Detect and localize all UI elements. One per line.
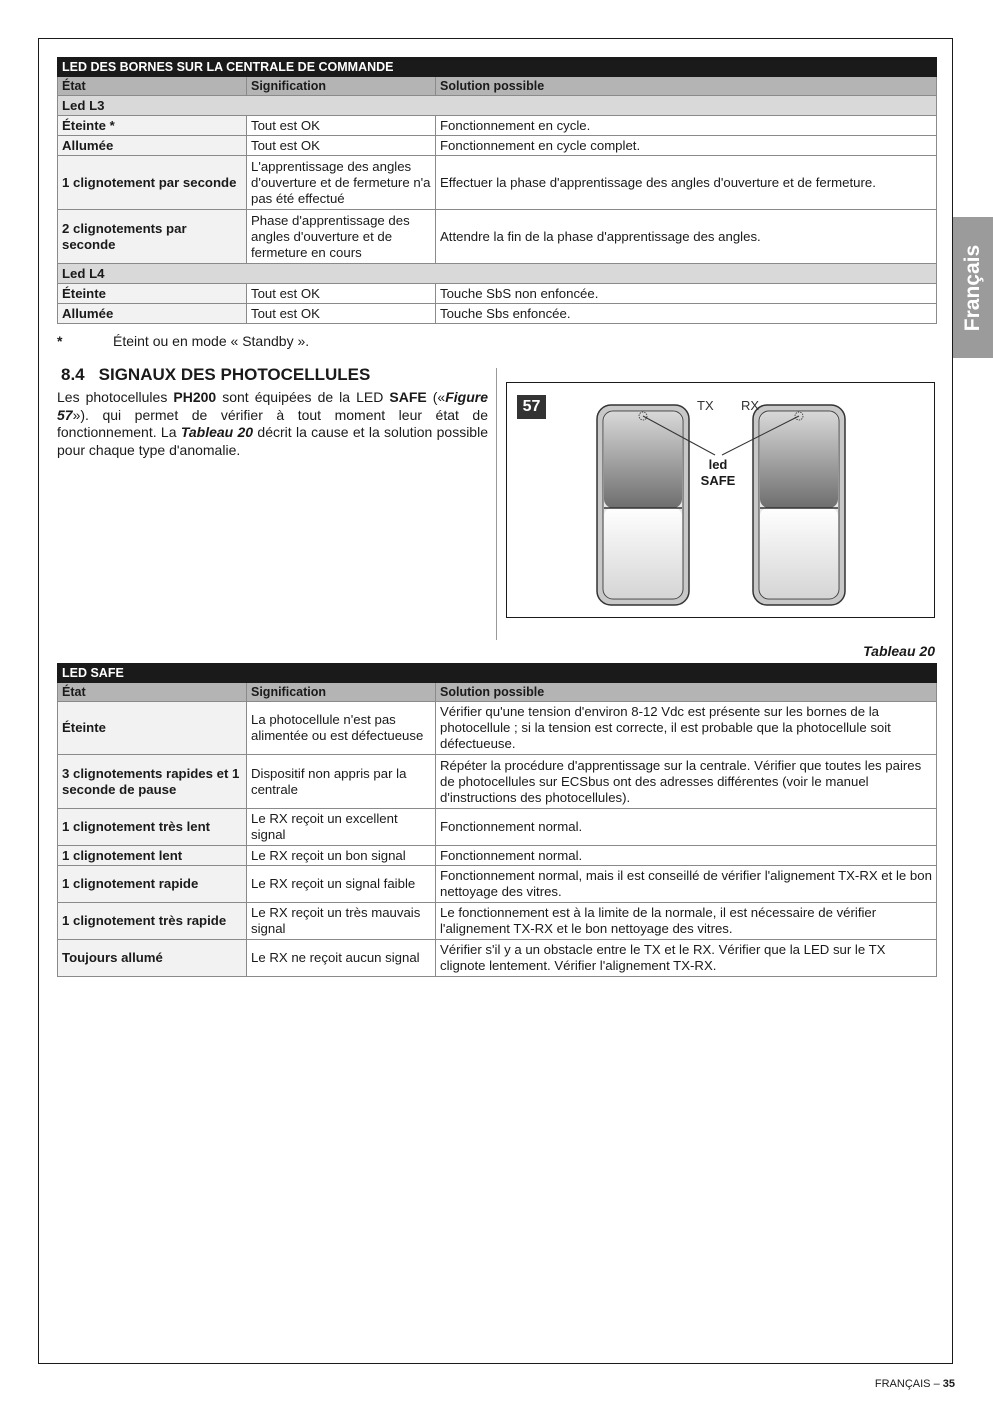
column-header: Solution possible bbox=[436, 77, 937, 96]
table-reference: Tableau 20 bbox=[180, 424, 254, 440]
text-run: Les photocellules bbox=[57, 389, 174, 405]
table-row bbox=[58, 846, 937, 866]
cell-solution: Vérifier qu'une tension d'environ 8-12 Vdc est présente sur les bornes de la photocellule ; si la tension est correcte, il est probable que la photocellule soit défectueuse. bbox=[436, 702, 937, 755]
cell-state: Toujours allumé bbox=[58, 940, 247, 977]
table-row bbox=[58, 755, 937, 809]
cell-meaning: Le RX reçoit un excellent signal bbox=[247, 809, 436, 846]
cell-solution: Touche SbS non enfoncée. bbox=[436, 284, 937, 304]
cell-meaning: La photocellule n'est pas alimentée ou est défectueuse bbox=[247, 702, 436, 755]
cell-meaning: Tout est OK bbox=[247, 284, 436, 304]
cell-solution: Touche Sbs enfoncée. bbox=[436, 304, 937, 324]
cell-solution: Fonctionnement en cycle. bbox=[436, 116, 937, 136]
rx-label: RX bbox=[741, 398, 760, 413]
table-row bbox=[58, 903, 937, 940]
cell-state: Éteinte bbox=[58, 284, 247, 304]
led-label-line2: SAFE bbox=[700, 473, 736, 488]
cell-state: 1 clignotement très lent bbox=[58, 809, 247, 846]
cell-state: Allumée bbox=[58, 136, 247, 156]
language-tab bbox=[953, 217, 993, 358]
cell-state: 1 clignotement très rapide bbox=[58, 903, 247, 940]
cell-meaning: Tout est OK bbox=[247, 116, 436, 136]
cell-state: 2 clignotements par seconde bbox=[58, 210, 247, 264]
table-row bbox=[58, 156, 937, 210]
table-row bbox=[58, 866, 937, 903]
cell-meaning: Le RX reçoit un bon signal bbox=[247, 846, 436, 866]
cell-state: Éteinte bbox=[58, 702, 247, 755]
column-header: Signification bbox=[247, 77, 436, 96]
cell-meaning: L'apprentissage des angles d'ouverture et de fermeture n'a pas été effectué bbox=[247, 156, 436, 210]
cell-meaning: Dispositif non appris par la centrale bbox=[247, 755, 436, 809]
cell-state: 1 clignotement par seconde bbox=[58, 156, 247, 210]
cell-solution: Répéter la procédure d'apprentissage sur la centrale. Vérifier que toutes les paires de photocellules sur ECSbus ont des adresses différentes (voir le manuel d'instructions des photocellules). bbox=[436, 755, 937, 809]
section-title: SIGNAUX DES PHOTOCELLULES bbox=[98, 365, 371, 384]
column-header: État bbox=[58, 683, 247, 702]
led-bornes-table bbox=[57, 57, 937, 324]
table-row bbox=[58, 136, 937, 156]
rx-photocell bbox=[753, 405, 845, 605]
cell-solution: Le fonctionnement est à la limite de la normale, il est nécessaire de vérifier l'alignement TX-RX et le bon nettoyage des vitres. bbox=[436, 903, 937, 940]
text-run: (« bbox=[426, 389, 446, 405]
tx-photocell bbox=[597, 405, 689, 605]
table-title: LED SAFE bbox=[58, 664, 937, 683]
column-header: État bbox=[58, 77, 247, 96]
cell-state: 1 clignotement lent bbox=[58, 846, 247, 866]
column-divider bbox=[496, 368, 497, 640]
footnote-marker: * bbox=[57, 333, 63, 349]
table-row bbox=[58, 809, 937, 846]
cell-solution: Attendre la fin de la phase d'apprentissage des angles. bbox=[436, 210, 937, 264]
table-title: LED DES BORNES SUR LA CENTRALE DE COMMANDE bbox=[58, 58, 937, 77]
cell-solution: Effectuer la phase d'apprentissage des angles d'ouverture et de fermeture. bbox=[436, 156, 937, 210]
cell-solution: Fonctionnement en cycle complet. bbox=[436, 136, 937, 156]
group-label: Led L4 bbox=[58, 264, 937, 284]
footer-label: FRANÇAIS – bbox=[874, 1378, 943, 1390]
cell-state: 1 clignotement rapide bbox=[58, 866, 247, 903]
cell-solution: Vérifier s'il y a un obstacle entre le TX et le RX. Vérifier que la LED sur le TX clignote lentement. Vérifier l'alignement TX-RX. bbox=[436, 940, 937, 977]
cell-state: Éteinte * bbox=[58, 116, 247, 136]
cell-state: 3 clignotements rapides et 1 seconde de pause bbox=[58, 755, 247, 809]
led-label-line1: led bbox=[708, 457, 728, 472]
footnote-text: Éteint ou en mode « Standby ». bbox=[113, 333, 310, 349]
text-run: décrit la cause et la solution possible pour chaque type d'anomalie. bbox=[57, 424, 488, 458]
section-heading bbox=[61, 365, 370, 385]
table-row bbox=[58, 116, 937, 136]
section-number: 8.4 bbox=[61, 365, 85, 384]
text-run: sont équipées de la LED bbox=[216, 389, 390, 405]
section-paragraph bbox=[57, 389, 488, 459]
table-row bbox=[58, 210, 937, 264]
group-label: Led L3 bbox=[58, 96, 937, 116]
table-row bbox=[58, 940, 937, 977]
table-caption: Tableau 20 bbox=[863, 643, 935, 659]
table-row bbox=[58, 304, 937, 324]
language-tab-label: Français bbox=[961, 244, 984, 331]
cell-meaning: Le RX reçoit un signal faible bbox=[247, 866, 436, 903]
cell-meaning: Le RX ne reçoit aucun signal bbox=[247, 940, 436, 977]
text-run-bold: PH200 bbox=[173, 389, 217, 405]
cell-meaning: Tout est OK bbox=[247, 304, 436, 324]
cell-state: Allumée bbox=[58, 304, 247, 324]
cell-solution: Fonctionnement normal. bbox=[436, 809, 937, 846]
cell-meaning: Le RX reçoit un très mauvais signal bbox=[247, 903, 436, 940]
tx-label: TX bbox=[697, 398, 714, 413]
figure-number: 57 bbox=[517, 395, 546, 419]
table-row bbox=[58, 702, 937, 755]
cell-solution: Fonctionnement normal. bbox=[436, 846, 937, 866]
text-run-bold: SAFE bbox=[389, 389, 427, 405]
led-safe-table bbox=[57, 663, 937, 977]
cell-meaning: Tout est OK bbox=[247, 136, 436, 156]
cell-meaning: Phase d'apprentissage des angles d'ouverture et de fermeture en cours bbox=[247, 210, 436, 264]
figure-reference: Figure 57 bbox=[57, 389, 488, 423]
text-run: »). qui permet de vérifier à tout moment leur état de fonctionnement. La bbox=[57, 406, 488, 440]
figure-57 bbox=[506, 382, 935, 618]
page-number: 35 bbox=[942, 1378, 955, 1390]
column-header: Signification bbox=[247, 683, 436, 702]
photocell-illustration bbox=[507, 383, 936, 619]
table-row bbox=[58, 284, 937, 304]
cell-solution: Fonctionnement normal, mais il est conseillé de vérifier l'alignement TX-RX et le bon nettoyage des vitres. bbox=[436, 866, 937, 903]
page-footer bbox=[875, 1378, 955, 1390]
column-header: Solution possible bbox=[436, 683, 937, 702]
